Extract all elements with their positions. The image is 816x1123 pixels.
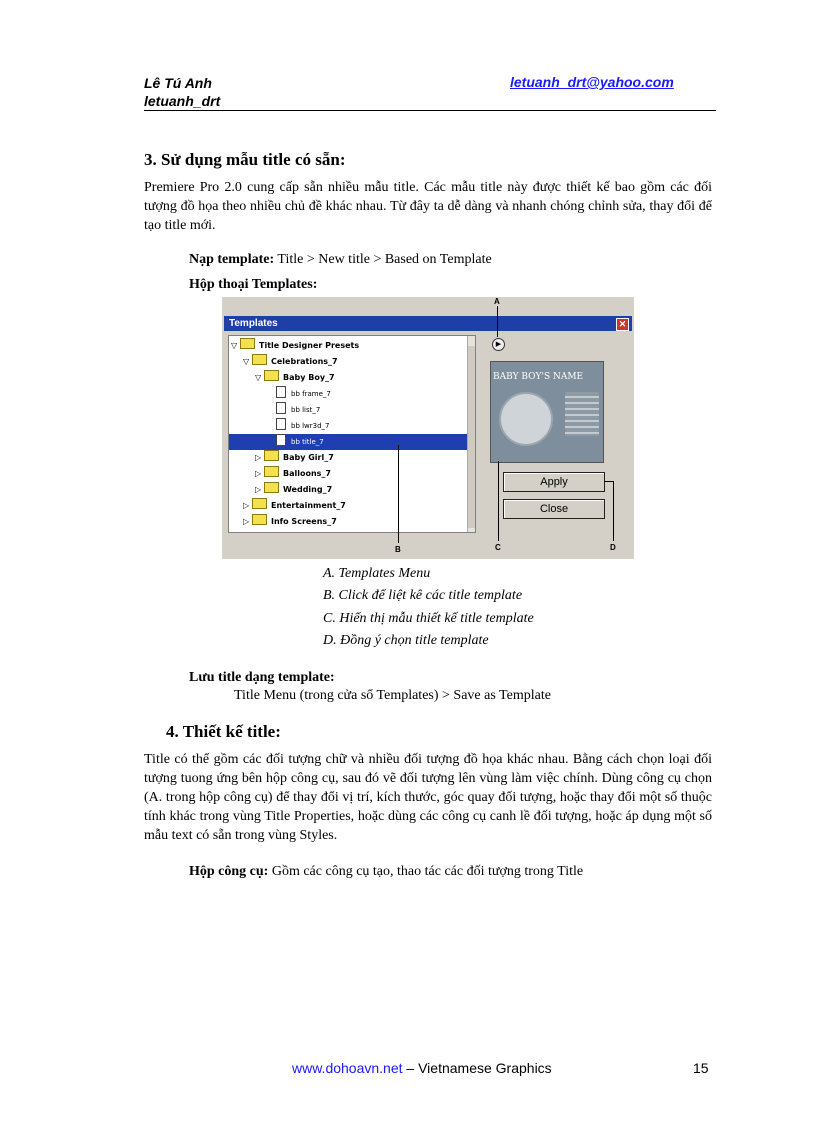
tree-item-label: bb lwr3d_7 (291, 422, 330, 430)
folder-icon (264, 466, 279, 477)
caption-c: C. Hiển thị mẫu thiết kế title template (323, 611, 534, 626)
tree-item[interactable] (229, 354, 476, 370)
close-icon[interactable]: ✕ (616, 318, 629, 331)
load-template-label: Nạp template: (189, 252, 275, 267)
preview-rattle-image (499, 392, 553, 446)
header-author (144, 74, 220, 110)
scrollbar-thumb[interactable] (468, 346, 476, 528)
tree-item[interactable] (229, 418, 476, 434)
callout-label-a: A (494, 297, 500, 306)
load-template-path: Title > New title > Based on Template (274, 252, 492, 267)
section-3-heading: 3. Sử dụng mẫu title có sẵn: (144, 150, 346, 169)
tree-item-label: Celebrations_7 (271, 357, 338, 366)
expand-arrow-icon[interactable]: ▽ (255, 373, 262, 382)
folder-icon (240, 338, 255, 349)
section-4-paragraph: Title có thể gồm các đối tượng chữ và nhiều đối tượng đồ họa khác nhau. Bằng cách chọn loại đối tượng tuong ứng bên hộp công cụ, sau đó vẽ đối tượng lên vùng làm việc chính. Dùng công cụ chọn (A. trong hộp công cụ) để thay đổi vị trí, kích thước, góc quay đối tượng, hoặc thay đổi một số thuộc tính khác trong vùng Title Properties, hoặc dùng các công cụ canh lề đối tượng, hoặc áp dụng một số mẫu text có sẵn trong vùng Styles. (144, 752, 712, 843)
expand-arrow-icon[interactable]: ▽ (231, 341, 238, 350)
preview-title: BABY BOY'S NAME (493, 372, 584, 382)
folder-icon (264, 370, 279, 381)
file-icon (276, 402, 286, 414)
folder-icon (264, 450, 279, 461)
tree-item[interactable] (229, 434, 476, 450)
caption-a: A. Templates Menu (323, 566, 431, 581)
callout-line-d-v (613, 481, 614, 541)
template-tree[interactable] (228, 335, 476, 533)
folder-icon (252, 498, 267, 509)
tree-item[interactable] (229, 498, 476, 514)
dialog-title: Templates (229, 318, 278, 329)
apply-button[interactable]: Apply (503, 472, 605, 492)
tree-item[interactable] (229, 338, 467, 354)
save-template-label: Lưu title dạng template: (189, 670, 335, 685)
save-template-path: Title Menu (trong cửa sổ Templates) > Save as Template (234, 688, 551, 703)
author-name: Lê Tú Anh (144, 75, 212, 91)
toolbox-label: Hộp công cụ: (189, 864, 269, 879)
section-4-heading: 4. Thiết kế title: (166, 722, 281, 741)
close-button[interactable]: Close (503, 499, 605, 519)
expand-arrow-icon[interactable]: ▽ (243, 357, 250, 366)
tree-scrollbar[interactable] (467, 336, 476, 532)
tree-item-label: Baby Girl_7 (283, 453, 334, 462)
footer-text: – Vietnamese Graphics (402, 1060, 552, 1076)
caption-b: B. Click để liệt kê các title template (323, 588, 523, 603)
tree-item-label: Info Screens_7 (271, 517, 337, 526)
footer-site-link[interactable]: www.dohoavn.net (292, 1060, 403, 1076)
dialog-titlebar (224, 316, 632, 331)
folder-icon (252, 354, 267, 365)
collapse-arrow-icon[interactable]: ▷ (255, 485, 262, 494)
callout-line-c (498, 461, 499, 541)
callout-line-b (398, 445, 399, 543)
tree-item[interactable] (229, 514, 476, 530)
templates-menu-icon[interactable]: ▶ (492, 338, 505, 351)
tree-item[interactable] (229, 370, 476, 386)
collapse-arrow-icon[interactable]: ▷ (255, 453, 262, 462)
tree-item[interactable] (229, 450, 476, 466)
tree-item[interactable] (229, 386, 476, 402)
template-preview (490, 361, 604, 463)
toolbox-text: Gồm các công cụ tạo, thao tác các đối tượng trong Title (268, 864, 584, 879)
collapse-arrow-icon[interactable]: ▷ (243, 517, 250, 526)
templates-dialog (222, 297, 634, 559)
tree-item[interactable] (229, 402, 476, 418)
file-icon (276, 434, 286, 446)
callout-label-d: D (610, 543, 616, 552)
folder-icon (252, 514, 267, 525)
tree-item-label: Entertainment_7 (271, 501, 346, 510)
page-number: 15 (693, 1060, 709, 1076)
folder-icon (264, 482, 279, 493)
load-template-line (189, 252, 492, 268)
tree-item-label: Balloons_7 (283, 469, 331, 478)
file-icon (276, 418, 286, 430)
file-icon (276, 386, 286, 398)
section-3-paragraph: Premiere Pro 2.0 cung cấp sẵn nhiều mẫu title. Các mẫu title này được thiết kế bao gồm các đối tượng đồ họa theo nhiều chủ đề khác nhau. Từ đây ta dễ dàng và nhanh chóng chỉnh sửa, thay đổi để tạo title mới. (144, 180, 712, 233)
collapse-arrow-icon[interactable]: ▷ (243, 501, 250, 510)
tree-item-label: Wedding_7 (283, 485, 333, 494)
tree-item-label: Title Designer Presets (259, 341, 360, 350)
callout-label-b: B (395, 545, 401, 554)
footer (292, 1060, 552, 1076)
tree-item-label: bb frame_7 (291, 390, 331, 398)
tree-item-label: bb list_7 (291, 406, 321, 414)
tree-item[interactable] (229, 482, 476, 498)
dialog-heading (189, 277, 317, 293)
tree-item-label: bb title_7 (291, 438, 324, 446)
header-divider (144, 110, 716, 111)
save-template-label-line (189, 670, 335, 686)
caption-d: D. Đồng ý chọn title template (323, 633, 489, 648)
author-email-link[interactable]: letuanh_drt@yahoo.com (510, 74, 674, 90)
tree-item[interactable] (229, 466, 476, 482)
tree-item-label: Baby Boy_7 (283, 373, 335, 382)
collapse-arrow-icon[interactable]: ▷ (255, 469, 262, 478)
preview-text-block (565, 392, 599, 436)
dialog-heading-label: Hộp thoại Templates: (189, 277, 318, 292)
callout-label-c: C (495, 543, 501, 552)
author-username: letuanh_drt (144, 93, 221, 109)
toolbox-line (189, 864, 583, 880)
callout-line-a (497, 306, 498, 337)
